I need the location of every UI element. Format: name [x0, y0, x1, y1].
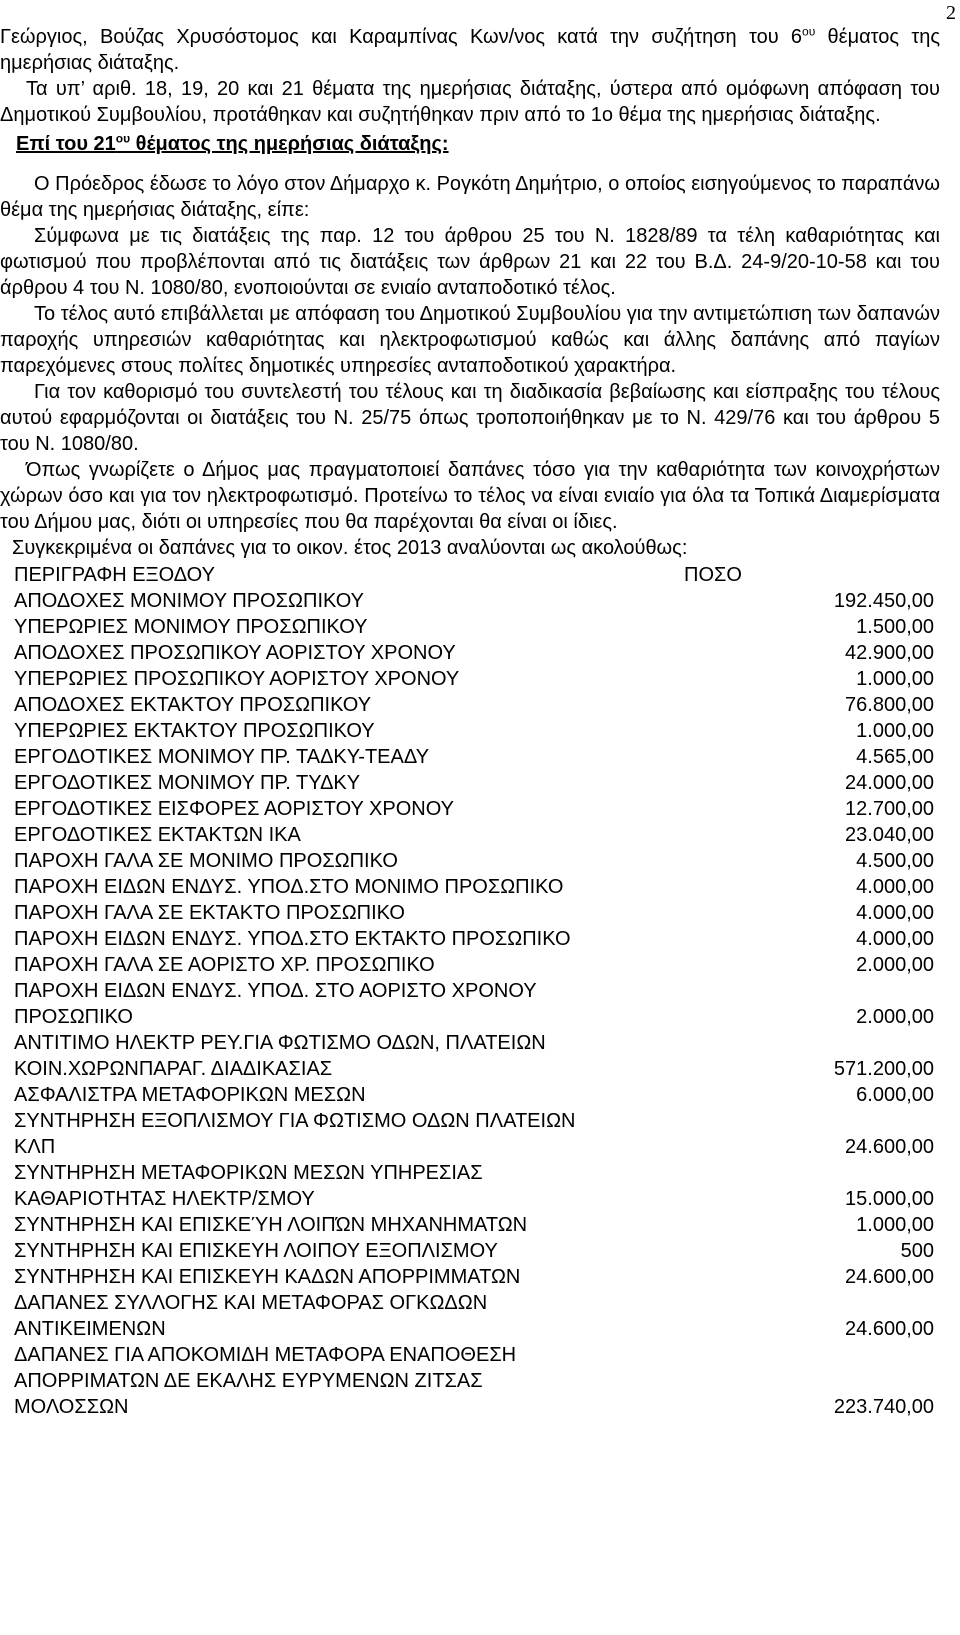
intro-text-end: θέματος της ημερήσιας διάταξης.: [0, 26, 940, 74]
expense-row: [0, 1134, 940, 1160]
expense-row: [0, 588, 940, 614]
expense-description: ΣΥΝΤΗΡΗΣΗ ΕΞΟΠΛΙΣΜΟΥ ΓΙΑ ΦΩΤΙΣΜΟ ΟΔΩΝ ΠΛΑΤΕΙΩΝ: [14, 1110, 576, 1132]
expense-row: [0, 848, 940, 874]
expense-amount: 6.000,00: [856, 1084, 934, 1106]
expense-row: [0, 952, 940, 978]
expense-amount: 1.000,00: [856, 668, 934, 690]
expense-row: [0, 1238, 940, 1264]
expense-description: ΠΑΡΟΧΗ ΓΑΛΑ ΣΕ ΑΟΡΙΣΤΟ ΧΡ. ΠΡΟΣΩΠΙΚΟ: [14, 954, 435, 976]
expense-description: ΑΠΟΡΡΙΜΑΤΩΝ ΔΕ ΕΚΑΛΗΣ ΕΥΡΥΜΕΝΩΝ ΖΙΤΣΑΣ: [14, 1370, 483, 1392]
expense-description: ΔΑΠΑΝΕΣ ΓΙΑ ΑΠΟΚΟΜΙΔΗ ΜΕΤΑΦΟΡΑ ΕΝΑΠΟΘΕΣΗ: [14, 1344, 517, 1366]
expense-row: [0, 1030, 940, 1056]
body-paragraph-3: Το τέλος αυτό επιβάλλεται με απόφαση του Δημοτικού Συμβουλίου για την αντιμετώπιση των δαπανών παροχής υπηρεσιών καθαριότητας και ηλεκτροφωτισμού καθώς και άλλης δαπάνης από παγίων παρεχόμενες στους πολίτες δημοτικές υπηρεσίες ανταποδοτικού χαρακτήρα.: [0, 303, 940, 377]
expense-row: [0, 614, 940, 640]
expense-row: [0, 978, 940, 1004]
expense-amount: 192.450,00: [833, 590, 934, 612]
expense-description: ΚΑΘΑΡΙΟΤΗΤΑΣ ΗΛΕΚΤΡ/ΣΜΟΥ: [14, 1188, 315, 1210]
expense-amount: 42.900,00: [845, 642, 934, 664]
expense-amount: 15.000,00: [845, 1188, 934, 1210]
expense-row: [0, 1056, 940, 1082]
expense-description: ΕΡΓΟΔΟΤΙΚΕΣ ΜΟΝΙΜΟΥ ΠΡ. ΤΥΔΚΥ: [14, 772, 361, 794]
expense-description: ΜΟΛΟΣΣΩΝ: [14, 1396, 129, 1418]
expense-description: ΑΠΟΔΟΧΕΣ ΜΟΝΙΜΟΥ ΠΡΟΣΩΠΙΚΟΥ: [14, 590, 364, 612]
expense-description: ΣΥΝΤΗΡΗΣΗ ΚΑΙ ΕΠΙΣΚΕΥΗ ΛΟΙΠΟΥ ΕΞΟΠΛΙΣΜΟΥ: [14, 1240, 498, 1262]
expense-description: ΠΑΡΟΧΗ ΓΑΛΑ ΣΕ ΜΟΝΙΜΟ ΠΡΟΣΩΠΙΚΟ: [14, 850, 398, 872]
expense-row: [0, 1342, 940, 1368]
expense-description: ΚΟΙΝ.ΧΩΡΩΝΠΑΡΑΓ. ΔΙΑΔΙΚΑΣΙΑΣ: [14, 1058, 333, 1080]
expense-description: ΠΡΟΣΩΠΙΚΟ: [14, 1006, 133, 1028]
intro-text: Γεώργιος, Βούζας Χρυσόστομος και Καραμπίνας Κων/νος κατά την συζήτηση του 6: [0, 26, 803, 48]
expense-amount: 76.800,00: [845, 694, 934, 716]
expense-description: ΠΑΡΟΧΗ ΓΑΛΑ ΣΕ ΕΚΤΑΚΤΟ ΠΡΟΣΩΠΙΚΟ: [14, 902, 405, 924]
expense-amount: 24.600,00: [845, 1318, 934, 1340]
expense-row: [0, 640, 940, 666]
expense-row: [0, 666, 940, 692]
expense-description: ΑΣΦΑΛΙΣΤΡΑ ΜΕΤΑΦΟΡΙΚΩΝ ΜΕΣΩΝ: [14, 1084, 366, 1106]
intro-paragraph-2: Τα υπ’ αριθ. 18, 19, 20 και 21 θέματα της ημερήσιας διάταξης, ύστερα από ομόφωνη απόφαση του Δημοτικού Συμβουλίου, προτάθηκαν και συζητήθηκαν πριν από το 1ο θέμα της ημερήσιας διάταξης.: [0, 78, 940, 126]
expense-amount: 4.000,00: [856, 876, 934, 898]
expense-row: [0, 1368, 940, 1394]
expense-description: ΑΠΟΔΟΧΕΣ ΠΡΟΣΩΠΙΚΟΥ ΑΟΡΙΣΤΟΥ ΧΡΟΝΟΥ: [14, 642, 456, 664]
expense-amount: 24.000,00: [845, 772, 934, 794]
expense-description: ΑΝΤΙΤΙΜΟ ΗΛΕΚΤΡ ΡΕΥ.ΓΙΑ ΦΩΤΙΣΜΟ ΟΔΩΝ, ΠΛΑΤΕΙΩΝ: [14, 1032, 546, 1054]
expense-amount: 223.740,00: [833, 1396, 934, 1418]
column-header-amount: ΠΟΣΟ: [684, 564, 742, 586]
expense-row: [0, 692, 940, 718]
expense-row: [0, 822, 940, 848]
expense-table: [0, 562, 940, 1420]
body-paragraph-4: Για τον καθορισμό του συντελεστή του τέλους και τη διαδικασία βεβαίωσης και είσπραξης του τέλους αυτού εφαρμόζονται οι διατάξεις του Ν. 25/75 όπως τροποποιήθηκαν με το Ν. 429/76 και του άρθρου 5 του Ν. 1080/80.: [0, 381, 940, 455]
expense-amount: 1.500,00: [856, 616, 934, 638]
expense-table-header: [0, 562, 940, 588]
expense-row: [0, 718, 940, 744]
expense-amount: 4.000,00: [856, 902, 934, 924]
expense-description: ΥΠΕΡΩΡΙΕΣ ΠΡΟΣΩΠΙΚΟΥ ΑΟΡΙΣΤΟΥ ΧΡΟΝΟΥ: [14, 668, 460, 690]
expense-amount: 4.565,00: [856, 746, 934, 768]
heading-text: Επί του 21: [16, 133, 116, 155]
body-paragraph-6: Συγκεκριμένα οι δαπάνες για το οικον. έτος 2013 αναλύονται ως ακολούθως:: [12, 537, 688, 559]
expense-row: [0, 1394, 940, 1420]
expense-amount: 23.040,00: [845, 824, 934, 846]
heading-ordinal-suffix: ου: [115, 131, 131, 146]
expense-row: [0, 744, 940, 770]
expense-amount: 2.000,00: [856, 1006, 934, 1028]
expense-row: [0, 1004, 940, 1030]
expense-description: ΠΑΡΟΧΗ ΕΙΔΩΝ ΕΝΔΥΣ. ΥΠΟΔ.ΣΤΟ ΕΚΤΑΚΤΟ ΠΡΟΣΩΠΙΚΟ: [14, 928, 571, 950]
expense-row: [0, 1212, 940, 1238]
expense-amount: 1.000,00: [856, 720, 934, 742]
expense-amount: 571.200,00: [833, 1058, 934, 1080]
expense-description: ΥΠΕΡΩΡΙΕΣ ΜΟΝΙΜΟΥ ΠΡΟΣΩΠΙΚΟΥ: [14, 616, 368, 638]
expense-amount: 500: [900, 1240, 934, 1262]
body-paragraph-1: Ο Πρόεδρος έδωσε το λόγο στον Δήμαρχο κ. Ρογκότη Δημήτριο, ο οποίος εισηγούμενος το παραπάνω θέμα της ημερήσιας διάταξης, είπε:: [0, 173, 940, 221]
expense-amount: 2.000,00: [856, 954, 934, 976]
expense-description: ΣΥΝΤΗΡΗΣΗ ΜΕΤΑΦΟΡΙΚΩΝ ΜΕΣΩΝ ΥΠΗΡΕΣΙΑΣ: [14, 1162, 483, 1184]
expense-description: ΑΠΟΔΟΧΕΣ ΕΚΤΑΚΤΟΥ ΠΡΟΣΩΠΙΚΟΥ: [14, 694, 372, 716]
expense-row: [0, 1160, 940, 1186]
expense-row: [0, 900, 940, 926]
expense-description: ΣΥΝΤΗΡΗΣΗ ΚΑΙ ΕΠΙΣΚΕΥΗ ΚΑΔΩΝ ΑΠΟΡΡΙΜΜΑΤΩΝ: [14, 1266, 521, 1288]
expense-row: [0, 1264, 940, 1290]
expense-row: [0, 770, 940, 796]
expense-row: [0, 796, 940, 822]
ordinal-suffix: ου: [802, 24, 816, 39]
expense-description: ΕΡΓΟΔΟΤΙΚΕΣ ΕΙΣΦΟΡΕΣ ΑΟΡΙΣΤΟΥ ΧΡΟΝΟΥ: [14, 798, 454, 820]
expense-row: [0, 1316, 940, 1342]
body-paragraph-2: Σύμφωνα με τις διατάξεις της παρ. 12 του άρθρου 25 του Ν. 1828/89 τα τέλη καθαριότητας και φωτισμού που προβλέπονται από τις διατάξεις των άρθρων 21 και 22 του Β.Δ. 24-9/20-10-58 και του άρθρου 4 του Ν. 1080/80, ενοποιούνται σε ενιαίο ανταποδοτικό τέλος.: [0, 225, 940, 299]
expense-row: [0, 1186, 940, 1212]
expense-description: ΥΠΕΡΩΡΙΕΣ ΕΚΤΑΚΤΟΥ ΠΡΟΣΩΠΙΚΟΥ: [14, 720, 375, 742]
intro-paragraph-1: [0, 24, 940, 76]
expense-description: ΔΑΠΑΝΕΣ ΣΥΛΛΟΓΗΣ ΚΑΙ ΜΕΤΑΦΟΡΑΣ ΟΓΚΩΔΩΝ: [14, 1292, 488, 1314]
page-number: 2: [946, 2, 956, 24]
expense-description: ΠΑΡΟΧΗ ΕΙΔΩΝ ΕΝΔΥΣ. ΥΠΟΔ. ΣΤΟ ΑΟΡΙΣΤΟ ΧΡΟΝΟΥ: [14, 980, 537, 1002]
expense-description: ΑΝΤΙΚΕΙΜΕΝΩΝ: [14, 1318, 166, 1340]
expense-description: ΕΡΓΟΔΟΤΙΚΕΣ ΕΚΤΑΚΤΩΝ ΙΚΑ: [14, 824, 301, 846]
expense-description: ΚΛΠ: [14, 1136, 56, 1158]
expense-description: ΕΡΓΟΔΟΤΙΚΕΣ ΜΟΝΙΜΟΥ ΠΡ. ΤΑΔΚΥ-ΤΕΑΔΥ: [14, 746, 430, 768]
expense-row: [0, 926, 940, 952]
expense-amount: 24.600,00: [845, 1266, 934, 1288]
expense-row: [0, 1290, 940, 1316]
expense-row: [0, 1082, 940, 1108]
expense-amount: 4.500,00: [856, 850, 934, 872]
expense-row: [0, 874, 940, 900]
expense-row: [0, 1108, 940, 1134]
section-heading: [16, 131, 940, 157]
expense-amount: 24.600,00: [845, 1136, 934, 1158]
document-body: [0, 24, 940, 1420]
expense-amount: 12.700,00: [845, 798, 934, 820]
expense-description: ΠΑΡΟΧΗ ΕΙΔΩΝ ΕΝΔΥΣ. ΥΠΟΔ.ΣΤΟ ΜΟΝΙΜΟ ΠΡΟΣΩΠΙΚΟ: [14, 876, 564, 898]
heading-text-end: θέματος της ημερήσιας διάταξης:: [130, 133, 449, 155]
expense-description: ΣΥΝΤΗΡΗΣΗ ΚΑΙ ΕΠΙΣΚΕΎΗ ΛΟΙΠΏΝ ΜΗΧΑΝΗΜΑΤΩΝ: [14, 1214, 528, 1236]
expense-amount: 1.000,00: [856, 1214, 934, 1236]
expense-amount: 4.000,00: [856, 928, 934, 950]
body-paragraph-5: Όπως γνωρίζετε ο Δήμος μας πραγματοποιεί δαπάνες τόσο για την καθαριότητα των κοινοχρήστων χώρων όσο και για τον ηλεκτροφωτισμό. Προτείνω το τέλος να είναι ενιαίο για όλα τα Τοπικά Διαμερίσματα του Δήμου μας, διότι οι υπηρεσίες που θα παρέχονται θα είναι οι ίδιες.: [0, 459, 940, 533]
column-header-description: ΠΕΡΙΓΡΑΦΗ ΕΞΟΔΟΥ: [14, 564, 215, 586]
